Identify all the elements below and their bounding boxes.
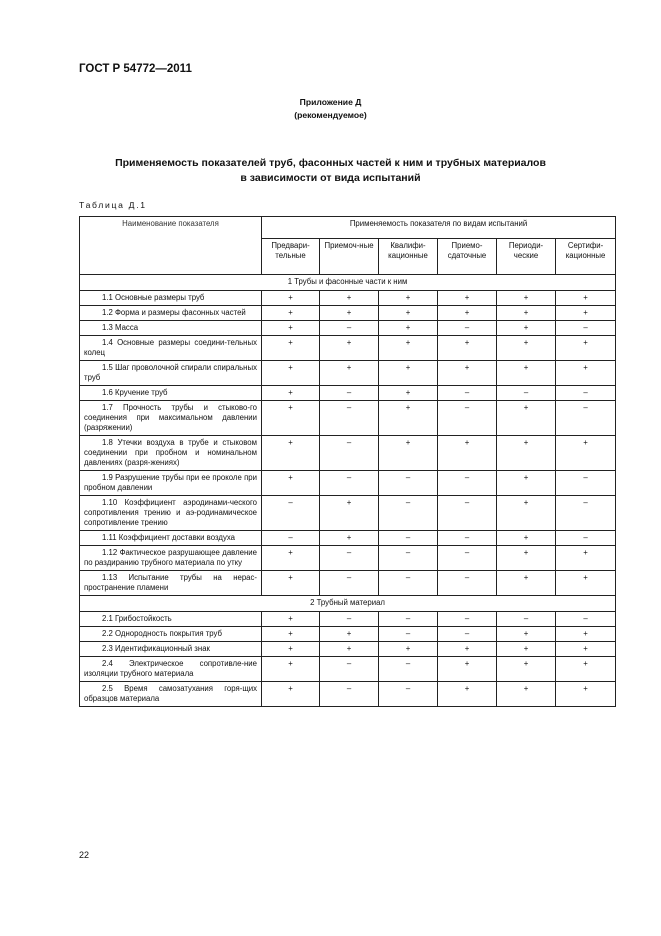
applicability-mark: +: [262, 627, 320, 642]
applicability-mark: +: [262, 612, 320, 627]
indicator-name-cell: [80, 306, 262, 321]
page-number: 22: [79, 850, 90, 860]
table-row: [80, 642, 616, 657]
applicability-mark: +: [262, 321, 320, 336]
header-test-type: Квалифи-кационные: [379, 239, 438, 275]
table-row: [80, 336, 616, 361]
applicability-mark: +: [379, 401, 438, 436]
indicator-name: 2.3 Идентификационный знак: [102, 644, 210, 653]
applicability-mark: –: [556, 471, 616, 496]
applicability-mark: –: [379, 627, 438, 642]
table-row: [80, 546, 616, 571]
applicability-mark: –: [438, 386, 497, 401]
table-row: [80, 496, 616, 531]
indicator-name: 2.2 Однородность покрытия труб: [102, 629, 222, 638]
applicability-mark: –: [320, 321, 379, 336]
applicability-mark: +: [497, 401, 556, 436]
applicability-mark: +: [556, 657, 616, 682]
table-row: [80, 627, 616, 642]
applicability-mark: +: [320, 336, 379, 361]
applicability-mark: –: [438, 401, 497, 436]
applicability-mark: –: [379, 471, 438, 496]
table-row: [80, 531, 616, 546]
applicability-mark: +: [262, 436, 320, 471]
indicator-name: 1.5 Шаг проволочной спирали спиральных труб: [84, 363, 257, 382]
table-row: [80, 436, 616, 471]
applicability-mark: +: [379, 436, 438, 471]
applicability-mark: +: [497, 336, 556, 361]
table-body: [80, 275, 616, 707]
applicability-mark: –: [497, 612, 556, 627]
applicability-mark: +: [438, 361, 497, 386]
applicability-mark: –: [556, 321, 616, 336]
applicability-mark: –: [556, 401, 616, 436]
header-test-type: Сертифи-кационные: [556, 239, 616, 275]
table-row: [80, 386, 616, 401]
applicability-mark: –: [438, 612, 497, 627]
indicator-name-cell: [80, 682, 262, 707]
table-row: [80, 321, 616, 336]
applicability-mark: +: [497, 321, 556, 336]
applicability-mark: +: [438, 642, 497, 657]
table-row: [80, 612, 616, 627]
applicability-mark: +: [497, 291, 556, 306]
applicability-table: [79, 216, 616, 707]
applicability-mark: –: [320, 546, 379, 571]
table-row: [80, 361, 616, 386]
indicator-name-cell: [80, 336, 262, 361]
applicability-mark: –: [438, 571, 497, 596]
indicator-name-cell: [80, 386, 262, 401]
table-row: [80, 682, 616, 707]
applicability-mark: –: [379, 657, 438, 682]
header-test-type: Приемоч-ные: [320, 239, 379, 275]
applicability-mark: +: [262, 291, 320, 306]
indicator-name: 2.5 Время самозатухания горя-щих образцов материала: [84, 684, 257, 703]
indicator-name-cell: [80, 571, 262, 596]
indicator-name-cell: [80, 546, 262, 571]
applicability-mark: +: [556, 436, 616, 471]
indicator-name: 1.6 Кручение труб: [102, 388, 168, 397]
indicator-name: 1.8 Утечки воздуха в трубе и стыковом соединении при пробном и номинальном давлениях (разря-жениях): [84, 438, 257, 467]
applicability-mark: +: [438, 291, 497, 306]
header-test-group: Применяемость показателя по видам испытаний: [262, 217, 616, 239]
applicability-mark: +: [556, 291, 616, 306]
applicability-mark: +: [556, 682, 616, 707]
indicator-name-cell: [80, 612, 262, 627]
applicability-mark: +: [497, 531, 556, 546]
applicability-mark: +: [379, 642, 438, 657]
applicability-mark: –: [320, 657, 379, 682]
title-line-2: в зависимости от вида испытаний: [240, 172, 421, 184]
table-caption: Таблица Д.1: [79, 200, 147, 210]
applicability-mark: +: [438, 682, 497, 707]
applicability-mark: +: [497, 436, 556, 471]
applicability-mark: –: [379, 682, 438, 707]
table-row: [80, 401, 616, 436]
applicability-mark: +: [262, 401, 320, 436]
applicability-mark: +: [497, 627, 556, 642]
applicability-mark: +: [262, 546, 320, 571]
applicability-mark: –: [262, 496, 320, 531]
applicability-mark: –: [320, 571, 379, 596]
applicability-mark: –: [379, 612, 438, 627]
applicability-mark: +: [320, 361, 379, 386]
indicator-name: 1.1 Основные размеры труб: [102, 293, 205, 302]
applicability-mark: +: [497, 642, 556, 657]
applicability-mark: +: [438, 436, 497, 471]
indicator-name: 1.13 Испытание трубы на нерас-пространение пламени: [84, 573, 257, 592]
appendix-note: (рекомендуемое): [294, 110, 367, 120]
table-row: [80, 657, 616, 682]
applicability-mark: +: [262, 642, 320, 657]
applicability-mark: –: [379, 531, 438, 546]
indicator-name-cell: [80, 361, 262, 386]
appendix-label: Приложение Д: [299, 97, 362, 107]
section-title: 2 Трубный материал: [80, 596, 616, 612]
indicator-name-cell: [80, 657, 262, 682]
indicator-name-cell: [80, 321, 262, 336]
indicator-name: 1.4 Основные размеры соедини-тельных колец: [84, 338, 257, 357]
applicability-mark: +: [379, 306, 438, 321]
indicator-name: 1.12 Фактическое разрушающее давление по раздиранию трубного материала по утку: [84, 548, 257, 567]
section-row: [80, 596, 616, 612]
applicability-mark: +: [320, 291, 379, 306]
indicator-name-cell: [80, 436, 262, 471]
document-title: [0, 156, 661, 186]
applicability-mark: +: [262, 386, 320, 401]
indicator-name: 2.1 Грибостойкость: [102, 614, 172, 623]
applicability-mark: –: [320, 612, 379, 627]
applicability-mark: –: [320, 401, 379, 436]
applicability-mark: +: [497, 682, 556, 707]
applicability-mark: –: [438, 627, 497, 642]
applicability-mark: –: [320, 436, 379, 471]
applicability-mark: –: [556, 496, 616, 531]
applicability-mark: +: [320, 642, 379, 657]
applicability-mark: +: [556, 642, 616, 657]
applicability-mark: +: [379, 361, 438, 386]
applicability-mark: +: [556, 336, 616, 361]
applicability-mark: +: [379, 336, 438, 361]
applicability-mark: +: [497, 657, 556, 682]
indicator-name-cell: [80, 291, 262, 306]
applicability-mark: +: [379, 321, 438, 336]
header-indicator-name: Наименование показателя: [80, 217, 262, 275]
standard-code: ГОСТ Р 54772—2011: [79, 63, 192, 75]
indicator-name-cell: [80, 627, 262, 642]
applicability-mark: +: [262, 306, 320, 321]
indicator-name: 1.7 Прочность трубы и стыково-го соединения при максимальном давлении (разряжении): [84, 403, 257, 432]
applicability-mark: +: [497, 361, 556, 386]
applicability-mark: +: [320, 531, 379, 546]
applicability-mark: –: [379, 546, 438, 571]
applicability-mark: +: [497, 471, 556, 496]
applicability-mark: –: [438, 546, 497, 571]
table-row: [80, 306, 616, 321]
indicator-name: 1.11 Коэффициент доставки воздуха: [102, 533, 235, 542]
header-test-type: Периоди-ческие: [497, 239, 556, 275]
applicability-mark: +: [556, 306, 616, 321]
title-line-1: Применяемость показателей труб, фасонных частей к ним и трубных материалов: [115, 157, 546, 169]
section-title: 1 Трубы и фасонные части к ним: [80, 275, 616, 291]
applicability-mark: +: [438, 306, 497, 321]
applicability-mark: +: [556, 546, 616, 571]
indicator-name-cell: [80, 531, 262, 546]
indicator-name-cell: [80, 642, 262, 657]
applicability-mark: –: [320, 386, 379, 401]
indicator-name-cell: [80, 496, 262, 531]
applicability-mark: +: [262, 682, 320, 707]
table-row: [80, 571, 616, 596]
applicability-mark: +: [262, 471, 320, 496]
applicability-mark: –: [497, 386, 556, 401]
table-row: [80, 471, 616, 496]
indicator-name: 1.10 Коэффициент аэродинами-ческого сопротивления трению и аэ-родинамическое сопротивление трению: [84, 498, 257, 527]
applicability-mark: +: [438, 657, 497, 682]
applicability-mark: +: [438, 336, 497, 361]
applicability-mark: –: [438, 321, 497, 336]
section-row: [80, 275, 616, 291]
applicability-mark: +: [497, 306, 556, 321]
applicability-mark: –: [556, 531, 616, 546]
applicability-mark: –: [320, 471, 379, 496]
header-test-type: Приемо-сдаточные: [438, 239, 497, 275]
indicator-name: 1.3 Масса: [102, 323, 139, 332]
applicability-mark: –: [556, 612, 616, 627]
applicability-mark: –: [438, 471, 497, 496]
applicability-mark: +: [379, 386, 438, 401]
applicability-mark: +: [556, 571, 616, 596]
indicator-name: 1.2 Форма и размеры фасонных частей: [102, 308, 246, 317]
applicability-mark: +: [262, 336, 320, 361]
applicability-mark: –: [262, 531, 320, 546]
header-test-type: Предвари-тельные: [262, 239, 320, 275]
applicability-mark: +: [262, 361, 320, 386]
indicator-name-cell: [80, 401, 262, 436]
applicability-mark: +: [497, 546, 556, 571]
applicability-mark: +: [320, 627, 379, 642]
indicator-name: 2.4 Электрическое сопротивле-ние изоляции трубного материала: [84, 659, 257, 678]
applicability-mark: –: [556, 386, 616, 401]
applicability-mark: +: [262, 657, 320, 682]
appendix-heading: [0, 96, 661, 122]
applicability-mark: +: [556, 361, 616, 386]
table-row: [80, 291, 616, 306]
indicator-name-cell: [80, 471, 262, 496]
applicability-mark: –: [438, 531, 497, 546]
applicability-mark: +: [556, 627, 616, 642]
applicability-mark: +: [320, 496, 379, 531]
applicability-mark: +: [262, 571, 320, 596]
applicability-mark: +: [497, 571, 556, 596]
applicability-mark: +: [320, 306, 379, 321]
applicability-mark: +: [379, 291, 438, 306]
applicability-mark: +: [497, 496, 556, 531]
applicability-mark: –: [379, 571, 438, 596]
applicability-mark: –: [320, 682, 379, 707]
applicability-mark: –: [379, 496, 438, 531]
indicator-name: 1.9 Разрушение трубы при ее проколе при пробном давлении: [84, 473, 257, 492]
applicability-mark: –: [438, 496, 497, 531]
